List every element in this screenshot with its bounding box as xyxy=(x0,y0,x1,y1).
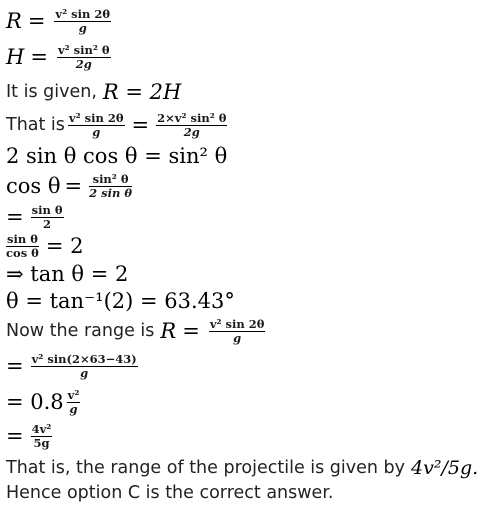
equals-sign: = xyxy=(6,424,24,448)
equals-sign: = xyxy=(30,45,48,69)
coefficient-value: = 0.8 xyxy=(6,390,64,414)
fraction-denominator: g xyxy=(69,401,78,416)
equals-sign: = xyxy=(182,319,200,343)
fraction-numerator: v² xyxy=(67,387,80,402)
theta-value-line xyxy=(6,286,235,316)
coefficient-line xyxy=(6,386,83,418)
conclusion-text: That is, the range of the projectile is given by xyxy=(6,458,406,478)
fraction-numerator: v² sin² θ xyxy=(57,42,110,57)
theta-value-equation: θ = tan⁻¹(2) = 63.43° xyxy=(6,289,235,313)
right-fraction xyxy=(156,112,227,139)
range-formula-line xyxy=(6,6,114,36)
final-fraction-line xyxy=(6,420,55,452)
fraction-denominator: g xyxy=(233,330,242,345)
fraction-numerator: sin θ xyxy=(7,231,38,246)
range-fraction xyxy=(54,8,111,35)
conclusion-result: 4v²/5g. xyxy=(411,457,479,479)
equals-sign: = xyxy=(27,9,46,33)
equals-sign: = xyxy=(6,205,24,229)
range-recall-line xyxy=(6,314,268,348)
cos-theta-line xyxy=(6,170,135,202)
conclusion-line xyxy=(6,454,478,482)
range-symbol: R xyxy=(6,9,22,33)
substitution-line xyxy=(6,348,141,384)
cos-theta-symbol: cos θ xyxy=(6,174,61,198)
trig-identity-line xyxy=(6,142,227,170)
fraction-numerator: v² sin 2θ xyxy=(68,110,124,125)
fraction-denominator: g xyxy=(78,20,87,35)
that-is-text: That is xyxy=(6,115,65,135)
tan-ratio-fraction xyxy=(6,233,39,260)
tan-ratio-line xyxy=(6,230,84,262)
range-symbol: R xyxy=(160,319,177,343)
equals-sign: = xyxy=(64,174,83,198)
fraction-denominator: 2 xyxy=(43,216,52,231)
coefficient-fraction xyxy=(67,389,81,416)
that-is-line xyxy=(6,108,230,142)
fraction-numerator: 2×v² sin² θ xyxy=(157,110,227,125)
tan-theta-equation: ⇒ tan θ = 2 xyxy=(6,262,129,286)
range-recall-text: Now the range is xyxy=(6,321,155,341)
simplify-fraction xyxy=(31,204,64,231)
height-fraction xyxy=(57,44,111,71)
height-formula-line xyxy=(6,42,114,72)
fraction-denominator: 5g xyxy=(33,435,50,450)
cos-fraction xyxy=(89,173,132,200)
fraction-numerator: sin θ xyxy=(31,202,63,217)
given-equation: R = 2H xyxy=(102,80,182,104)
answer-text: Hence option C is the correct answer. xyxy=(6,483,334,503)
fraction-numerator: sin² θ xyxy=(92,171,129,186)
fraction-numerator: v² sin(2×63−43) xyxy=(31,351,137,366)
left-fraction xyxy=(68,112,125,139)
given-line xyxy=(6,78,181,106)
tan-ratio-value: = 2 xyxy=(45,234,84,258)
fraction-denominator: 2g xyxy=(183,124,200,139)
substitution-fraction xyxy=(31,353,138,380)
fraction-numerator: v² sin 2θ xyxy=(55,6,111,21)
simplify-line xyxy=(6,202,67,232)
final-fraction xyxy=(31,423,53,450)
trig-identity-equation: 2 sin θ cos θ = sin² θ xyxy=(6,144,228,168)
answer-line xyxy=(6,480,333,506)
fraction-numerator: v² sin 2θ xyxy=(209,316,265,331)
fraction-denominator: cos θ xyxy=(6,245,39,260)
equals-sign: = xyxy=(6,354,24,378)
height-symbol: H xyxy=(6,45,25,69)
range-recall-fraction xyxy=(209,318,266,345)
fraction-denominator: g xyxy=(92,124,101,139)
fraction-denominator: g xyxy=(80,365,89,380)
equals-sign: = xyxy=(131,113,150,137)
given-text: It is given, xyxy=(6,82,97,102)
fraction-denominator: 2g xyxy=(75,56,92,71)
fraction-numerator: 4v² xyxy=(31,421,52,436)
fraction-denominator: 2 sin θ xyxy=(89,185,132,200)
tan-theta-line xyxy=(6,260,128,288)
